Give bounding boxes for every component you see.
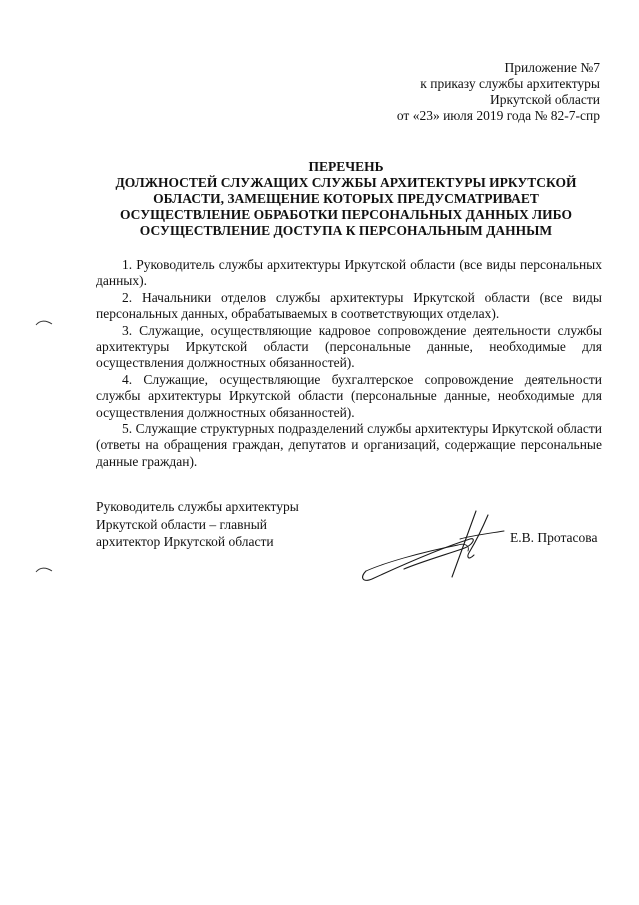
title-line: ДОЛЖНОСТЕЙ СЛУЖАЩИХ СЛУЖБЫ АРХИТЕКТУРЫ ИРКУТСКОЙ bbox=[115, 175, 577, 190]
list-item: 2. Начальники отделов службы архитектуры Иркутской области (все виды персональных данных, обрабатываемых в соответствующих отделах). bbox=[96, 289, 602, 322]
list-item: 1. Руководитель службы архитектуры Иркутской области (все виды персональных данных). bbox=[96, 257, 602, 289]
signer-position bbox=[96, 498, 356, 551]
title-line: ОСУЩЕСТВЛЕНИЕ ОБРАБОТКИ ПЕРСОНАЛЬНЫХ ДАННЫХ ЛИБО bbox=[120, 207, 572, 222]
title-line: ПЕРЕЧЕНЬ bbox=[308, 159, 384, 174]
appendix-number: Приложение №7 bbox=[504, 60, 600, 75]
list-item: 3. Служащие, осуществляющие кадровое сопровождение деятельности службы архитектуры Иркутской области (персональные данные, необходимые для осуществления должностных обязанностей). bbox=[96, 322, 602, 371]
handwritten-signature-icon bbox=[358, 505, 508, 587]
appendix-order-ref: к приказу службы архитектуры bbox=[420, 76, 600, 91]
signer-position-line: архитектор Иркутской области bbox=[96, 534, 274, 549]
signer-position-line: Руководитель службы архитектуры bbox=[96, 499, 299, 514]
signer-position-line: Иркутской области – главный bbox=[96, 516, 267, 532]
list-item: 5. Служащие структурных подразделений службы архитектуры Иркутской области (ответы на обращения граждан, депутатов и организаций, содержащие персональные данные граждан). bbox=[96, 421, 602, 469]
appendix-order-date: от «23» июля 2019 года № 82-7-спр bbox=[396, 108, 600, 123]
title-line: ОБЛАСТИ, ЗАМЕЩЕНИЕ КОТОРЫХ ПРЕДУСМАТРИВАЕТ bbox=[153, 191, 539, 206]
document-title bbox=[96, 159, 596, 239]
signer-name: Е.В. Протасова bbox=[510, 530, 598, 545]
title-line: ОСУЩЕСТВЛЕНИЕ ДОСТУПА К ПЕРСОНАЛЬНЫМ ДАННЫМ bbox=[139, 223, 553, 238]
margin-scan-mark-icon bbox=[35, 319, 53, 327]
appendix-header bbox=[280, 60, 600, 124]
list-item: 4. Служащие, осуществляющие бухгалтерское сопровождение деятельности службы архитектуры Иркутской области (персональные данные, необходимые для осуществления должностных обязанностей). bbox=[96, 371, 602, 420]
positions-list bbox=[96, 257, 602, 470]
margin-scan-mark-icon bbox=[35, 566, 53, 574]
appendix-region: Иркутской области bbox=[489, 92, 600, 107]
